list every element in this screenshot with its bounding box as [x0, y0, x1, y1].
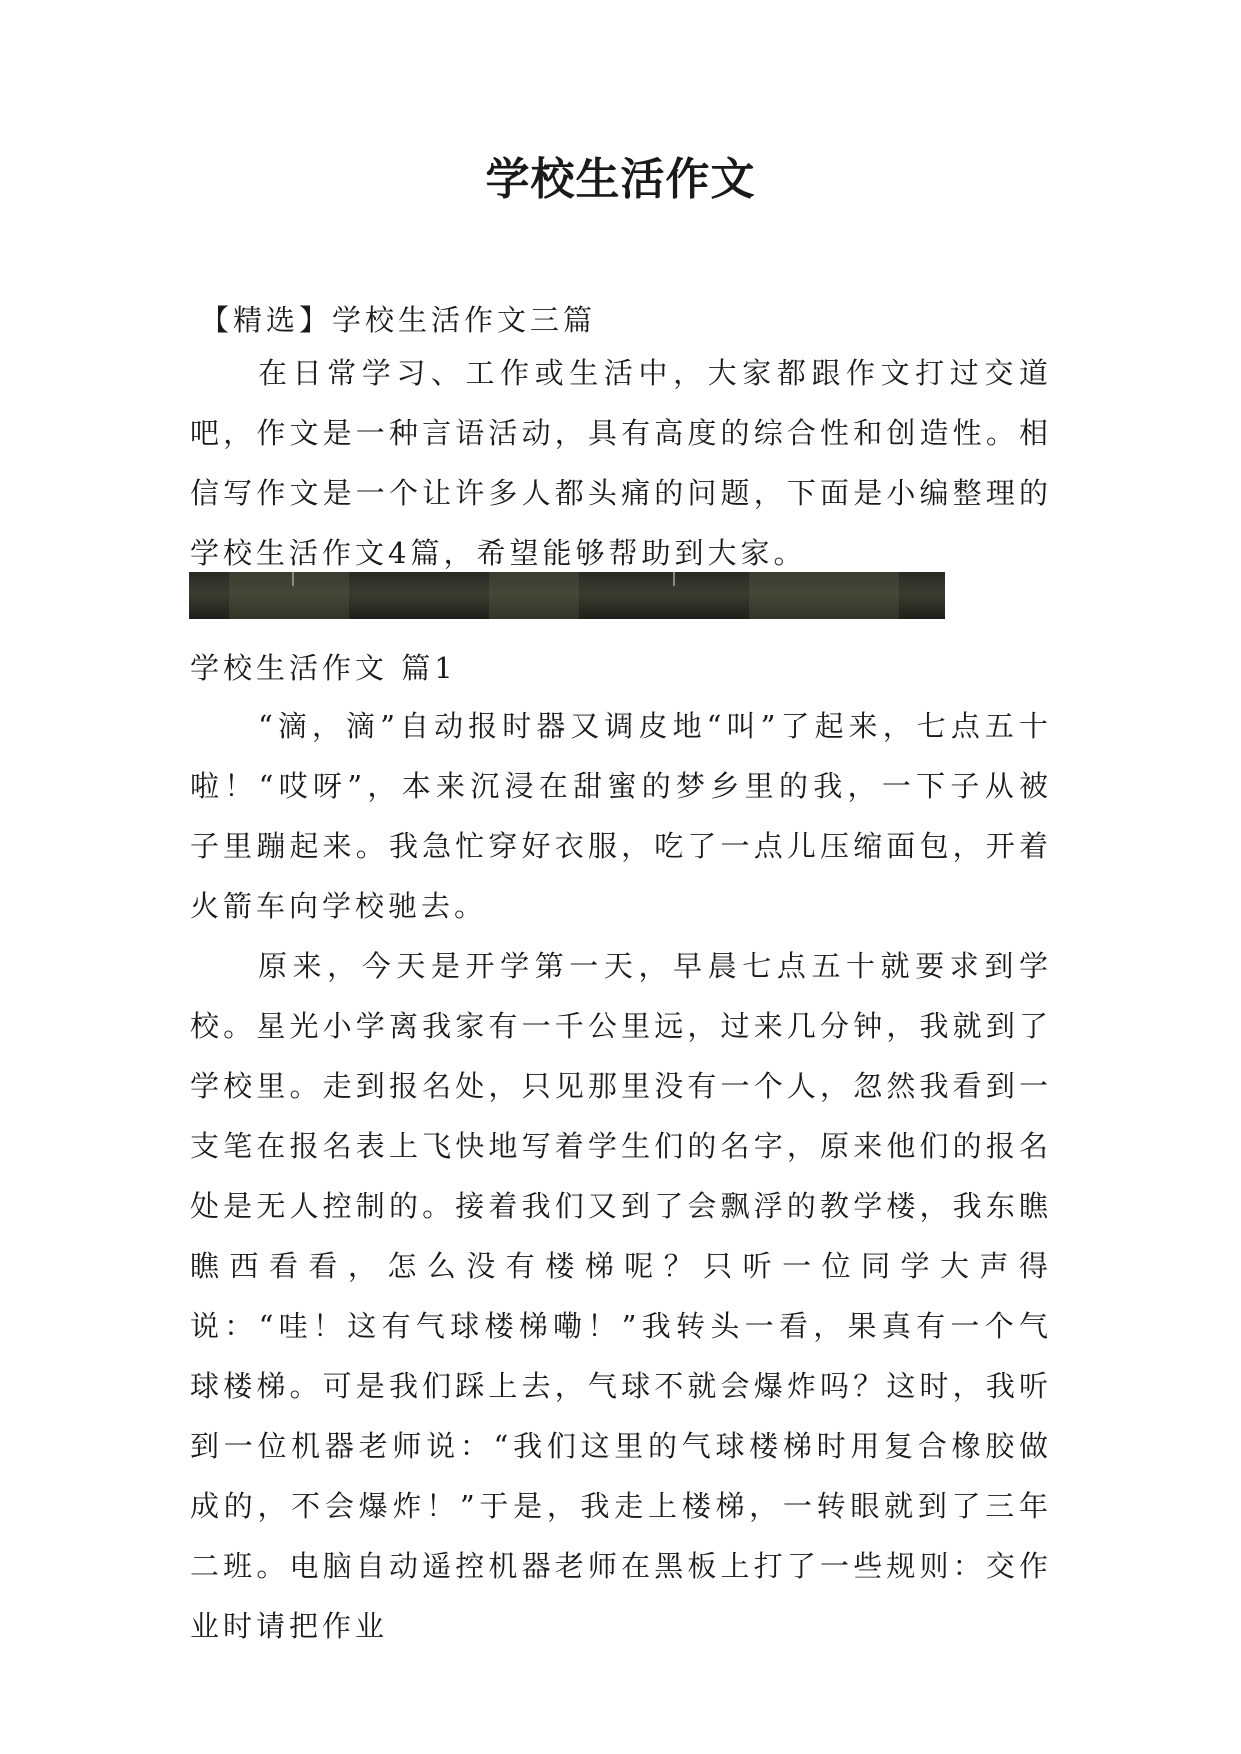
document-title: 学校生活作文: [485, 154, 756, 205]
intro-paragraph: 在日常学习、工作或生活中，大家都跟作文打过交道吧，作文是一种言语活动，具有高度的综合性和创造性。相信写作文是一个让许多人都头痛的问题，下面是小编整理的学校生活作文4篇，希望能够帮助到大家。: [190, 356, 1052, 570]
body-paragraph: 原来，今天是开学第一天，早晨七点五十就要求到学校。星光小学离我家有一千公里远，过来几分钟，我就到了学校里。走到报名处，只见那里没有一个人，忽然我看到一支笔在报名表上飞快地写着学生们的名字，原来他们的报名处是无人控制的。接着我们又到了会飘浮的教学楼，我东瞧瞧西看看，怎么没有楼梯呢？只听一位同学大声得说：“哇！这有气球楼梯嘞！”我转头一看，果真有一个气球楼梯。可是我们踩上去，气球不就会爆炸吗？这时，我听到一位机器老师说：“我们这里的气球楼梯时用复合橡胶做成的，不会爆炸！”于是，我走上楼梯，一转眼就到了三年二班。电脑自动遥控机器老师在黑板上打了一些规则：交作业时请把作业: [190, 949, 1052, 1643]
section-heading: 学校生活作文 篇1: [190, 651, 457, 685]
document-subtitle: 【精选】学校生活作文三篇: [200, 303, 597, 337]
body-paragraph: “滴，滴”自动报时器又调皮地“叫”了起来，七点五十啦！“哎呀”，本来沉浸在甜蜜的梦乡里的我，一下子从被子里蹦起来。我急忙穿好衣服，吃了一点儿压缩面包，开着火箭车向学校驰去。: [190, 709, 1052, 923]
photo-strip-image: [189, 572, 945, 619]
